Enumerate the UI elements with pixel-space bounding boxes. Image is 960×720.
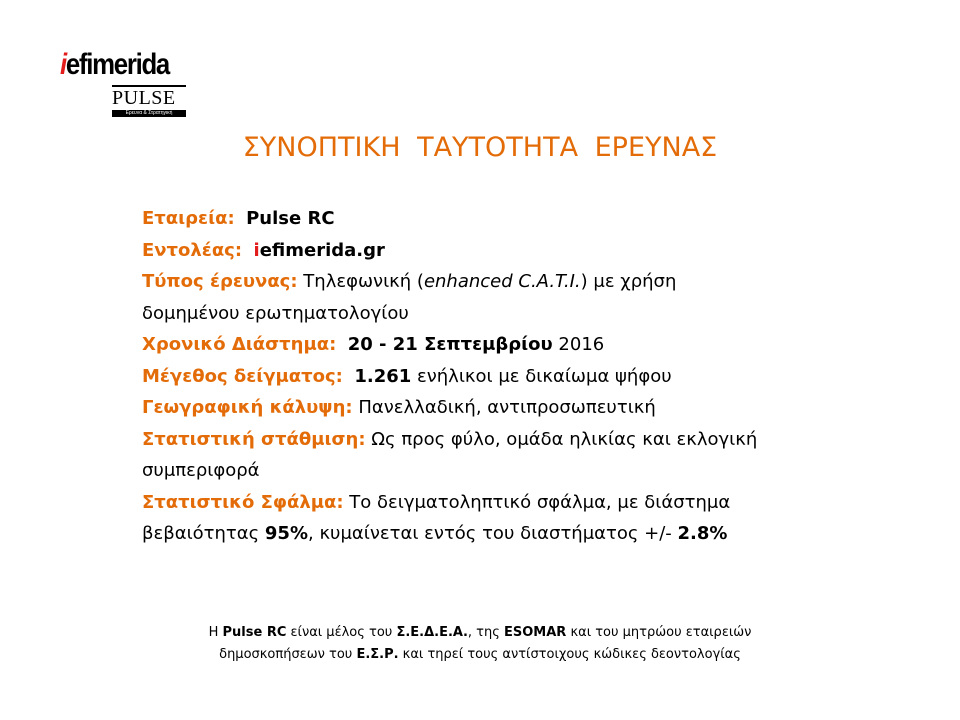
survey-details xyxy=(142,203,862,550)
sample-row: Μέγεθος δείγματος: 1.261 ενήλικοι με δικαίωμα ψήφου xyxy=(142,365,672,387)
period-row: Χρονικό Διάστημα: 20 - 21 Σεπτεμβρίου 2016 xyxy=(142,334,605,355)
footer-line-2: δημοσκοπήσεων του Ε.Σ.Ρ. και τηρεί τους αντίστοιχους κώδικες δεοντολογίας xyxy=(219,647,741,662)
weighting-continuation: συμπεριφορά xyxy=(142,460,260,481)
survey-type-continuation: δομημένου ερωτηματολογίου xyxy=(142,302,409,324)
error-row: Στατιστικό Σφάλμα: Το δειγματοληπτικό σφάλμα, με διάστημα xyxy=(142,491,731,513)
survey-type-row: Τύπος έρευνας: Τηλεφωνική (enhanced C.A.T.I.) με χρήση xyxy=(142,271,677,292)
pulse-tagline: Ερευνα & Στρατηγική xyxy=(112,110,186,117)
client-row: Εντολέας: iefimerida.gr xyxy=(142,239,385,261)
footer-line-1: Η Pulse RC είναι μέλος του Σ.Ε.Δ.Ε.Α., της ESOMAR και του μητρώου εταιρειών xyxy=(208,625,752,640)
membership-footer xyxy=(0,622,960,666)
iefimerida-wordmark: iefimerida xyxy=(60,48,169,81)
iefimerida-pulse-logo xyxy=(60,48,190,118)
coverage-row: Γεωγραφική κάλυψη: Πανελλαδική, αντιπροσωπευτική xyxy=(142,397,656,418)
pulse-wordmark: PULSE xyxy=(112,87,176,109)
company-row: Εταιρεία: Pulse RC xyxy=(142,208,335,229)
error-continuation: βεβαιότητας 95%, κυμαίνεται εντός του διαστήματος +/- 2.8% xyxy=(142,523,728,544)
page-title: ΣΥΝΟΠΤΙΚΗ ΤΑΥΤΟΤΗΤΑ ΕΡΕΥΝΑΣ xyxy=(242,132,718,163)
weighting-row: Στατιστική στάθμιση: Ως προς φύλο, ομάδα ηλικίας και εκλογική xyxy=(142,428,758,450)
